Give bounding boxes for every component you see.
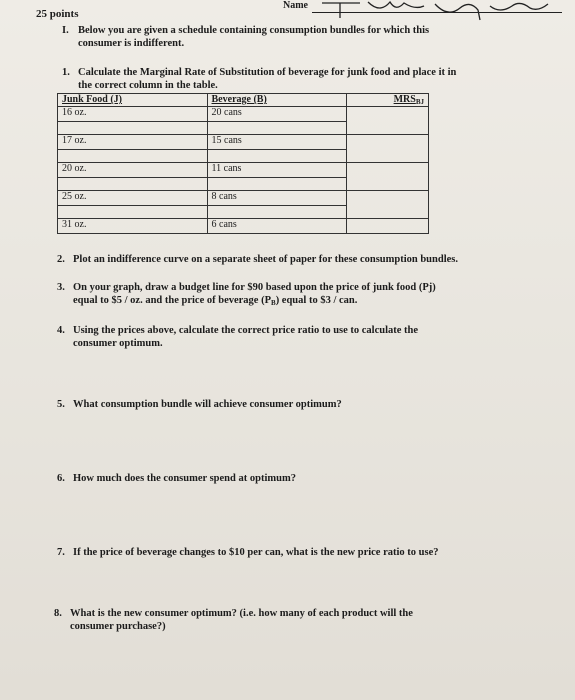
table-row bbox=[58, 135, 429, 150]
junk-food-cell: 16 oz. bbox=[58, 107, 208, 122]
junk-food-cell: 31 oz. bbox=[58, 219, 208, 234]
q8-text-line1: What is the new consumer optimum? (i.e. how many of each product will the bbox=[70, 608, 413, 619]
question-2 bbox=[57, 253, 458, 266]
question-3 bbox=[57, 281, 436, 310]
name-label: Name bbox=[283, 0, 308, 11]
mrs-answer-cell[interactable] bbox=[347, 163, 429, 191]
q3-text-line2: equal to $5 / oz. and the price of beverage (P bbox=[73, 295, 272, 306]
question-1 bbox=[62, 66, 456, 92]
junk-food-cell: 17 oz. bbox=[58, 135, 208, 150]
table-row bbox=[58, 191, 429, 206]
header-mrs-subscript: BJ bbox=[415, 98, 424, 106]
header-beverage: Beverage (B) bbox=[207, 94, 347, 107]
table-row bbox=[58, 163, 429, 178]
q5-text-line1: What consumption bundle will achieve consumer optimum? bbox=[73, 399, 342, 410]
q3-text-line2-end: ) equal to $3 / can. bbox=[275, 295, 358, 306]
table-row bbox=[58, 219, 429, 234]
header-mrs-label: MRS bbox=[393, 94, 416, 105]
junk-food-cell: 25 oz. bbox=[58, 191, 208, 206]
q2-text-line1: Plot an indifference curve on a separate sheet of paper for these consumption bundles. bbox=[73, 254, 458, 265]
mrs-answer-cell[interactable] bbox=[347, 107, 429, 135]
beverage-cell: 11 cans bbox=[207, 163, 347, 178]
q4-number: 4. bbox=[57, 325, 65, 336]
section-one-intro bbox=[62, 24, 429, 50]
q1-text-line2: the correct column in the table. bbox=[78, 80, 218, 91]
header-junk-food: Junk Food (J) bbox=[58, 94, 208, 107]
mrs-answer-cell[interactable] bbox=[347, 191, 429, 219]
section-one-numeral: I. bbox=[62, 25, 69, 36]
section-one-text-line2: consumer is indifferent. bbox=[78, 38, 185, 49]
q3-text-line1: On your graph, draw a budget line for $90 based upon the price of junk food (Pj) bbox=[73, 282, 436, 293]
q5-number: 5. bbox=[57, 399, 65, 410]
points-label: 25 points bbox=[36, 8, 79, 20]
consumption-schedule-table bbox=[57, 93, 429, 234]
q8-number: 8. bbox=[54, 608, 62, 619]
beverage-cell: 8 cans bbox=[207, 191, 347, 206]
question-8 bbox=[54, 607, 413, 633]
beverage-cell: 20 cans bbox=[207, 107, 347, 122]
q4-text-line2: consumer optimum. bbox=[73, 338, 163, 349]
beverage-cell: 6 cans bbox=[207, 219, 347, 234]
handwritten-name-signature bbox=[320, 0, 560, 22]
header-mrs bbox=[347, 94, 429, 107]
section-one-text-line1: Below you are given a schedule containing consumption bundles for which this bbox=[78, 25, 430, 36]
q1-text-line1: Calculate the Marginal Rate of Substitution of beverage for junk food and place it in bbox=[78, 67, 457, 78]
junk-food-cell: 20 oz. bbox=[58, 163, 208, 178]
q8-text-line2: consumer purchase?) bbox=[70, 621, 166, 632]
mrs-answer-cell[interactable] bbox=[347, 219, 429, 234]
q6-text-line1: How much does the consumer spend at optimum? bbox=[73, 473, 296, 484]
question-6 bbox=[57, 472, 296, 485]
q7-number: 7. bbox=[57, 547, 65, 558]
q3-number: 3. bbox=[57, 282, 65, 293]
beverage-cell: 15 cans bbox=[207, 135, 347, 150]
q3-price-subscript: B bbox=[271, 299, 276, 307]
q4-text-line1: Using the prices above, calculate the correct price ratio to use to calculate the bbox=[73, 325, 419, 336]
q2-number: 2. bbox=[57, 254, 65, 265]
table-row bbox=[58, 107, 429, 122]
q7-text-line1: If the price of beverage changes to $10 per can, what is the new price ratio to use? bbox=[73, 547, 439, 558]
table-header-row bbox=[58, 94, 429, 107]
question-4 bbox=[57, 324, 418, 350]
question-5 bbox=[57, 398, 342, 411]
q6-number: 6. bbox=[57, 473, 65, 484]
question-7 bbox=[57, 546, 439, 559]
mrs-answer-cell[interactable] bbox=[347, 135, 429, 163]
q1-number: 1. bbox=[62, 67, 70, 78]
